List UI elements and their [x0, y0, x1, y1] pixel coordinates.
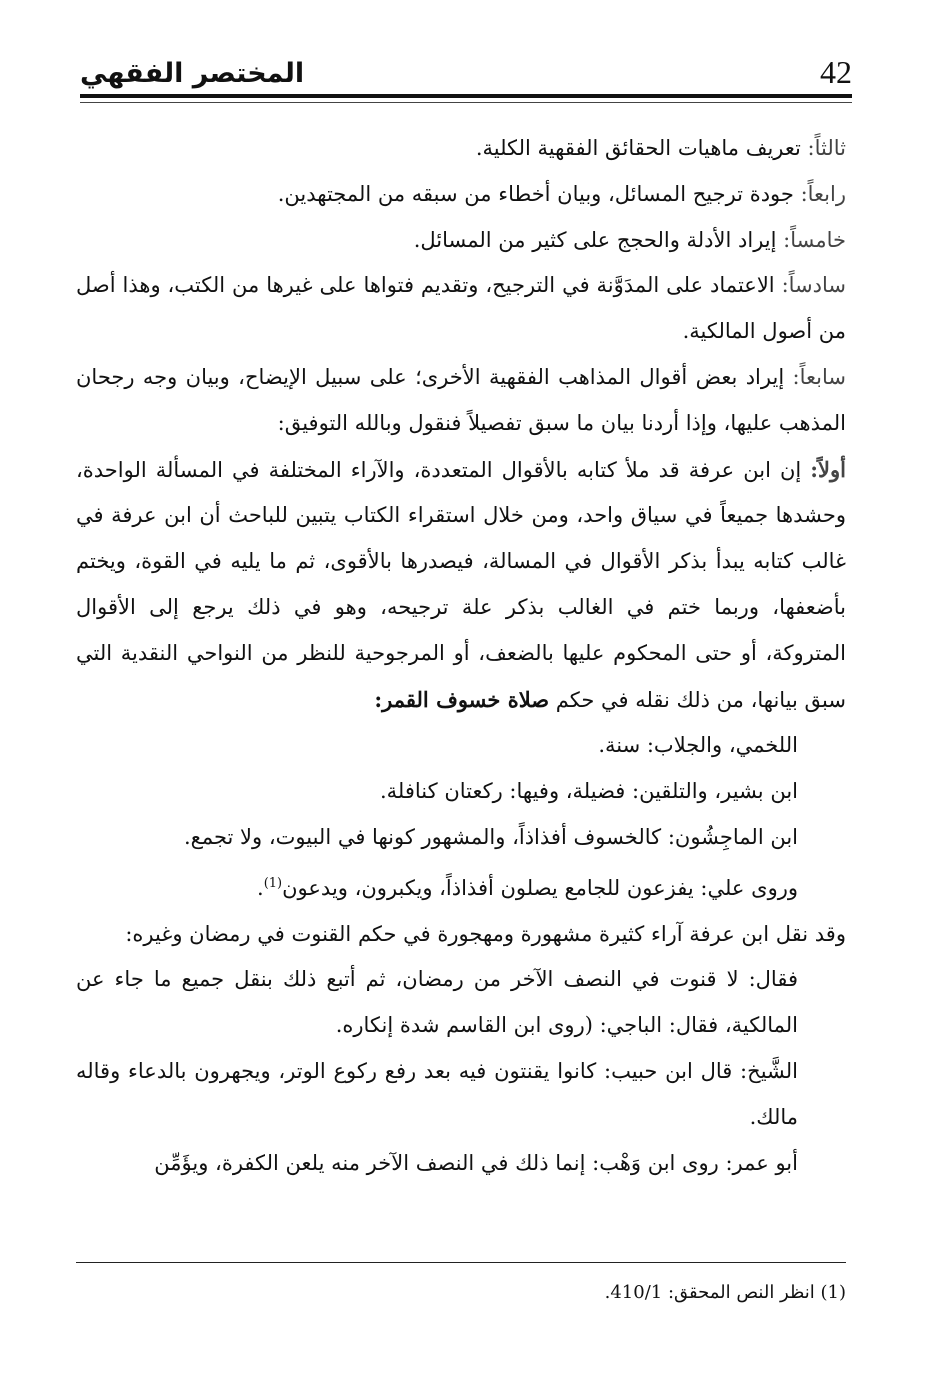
paragraph-lead: سابعاً:: [792, 364, 846, 389]
paragraph: أبو عمر: روى ابن وَهْب: إنما ذلك في النصف الآخر منه يلعن الكفرة، ويؤَمِّن: [154, 1150, 798, 1175]
running-title: المختصر الفقهي: [80, 58, 305, 89]
paragraph: [76, 355, 846, 447]
paragraph-lead: رابعاً:: [800, 181, 846, 206]
page-header: [80, 48, 852, 96]
body-text: [76, 126, 846, 1186]
paragraph-text: الاعتماد على المدَوَّنة في الترجيح، وتقديم فتواها على غيرها من الكتب، وهذا أصل من أصول المالكية.: [76, 273, 846, 344]
paragraph-text: إيراد الأدلة والحجج على كثير من المسائل.: [413, 227, 784, 252]
paragraph-text: تعريف ماهيات الحقائق الفقهية الكلية.: [475, 136, 808, 160]
quote-text: وروى علي: يفزعون للجامع يصلون أفذاذاً، ويكبرون، ويدعون: [282, 875, 798, 900]
footnote-rule: [76, 1262, 846, 1263]
footnote: (1) انظر النص المحقق: 410/1.: [604, 1282, 846, 1303]
paragraph: الشَّيخ: قال ابن حبيب: كانوا يقنتون فيه بعد رفع ركوع الوتر، ويجهرون بالدعاء وقاله مالك.: [76, 1058, 798, 1129]
paragraph: [76, 172, 846, 218]
footnote-ref: (1): [263, 875, 283, 891]
page-number: 42: [820, 54, 852, 90]
paragraph-lead: أولاً:: [810, 456, 846, 482]
quote-line: وروى علي: يفزعون للجامع يصلون أفذاذاً، ويكبرون، ويدعون$^{(1)}$.: [257, 875, 798, 900]
paragraph: [76, 263, 846, 355]
paragraph-text: إن ابن عرفة قد ملأ كتابه بالأقوال المتعددة، والآراء المختلفة في المسألة الواحدة، وحشدها جميعاً في سياق واحد، ومن خلال استقراء الكتاب يتبين للباحث أن ابن عرفة في غالب كتابه يبدأ بذكر الأقوال في المسالة، فيصدرها بالأقوى، ثم ما يليه في القوة، ويختم بأضعفها، وربما ختم في الغالب بذكر علة ترجيحه، وهو في ذلك يرجع إلى الأقوال المتروكة، أو حتى المحكوم عليها بالضعف، أو المرجوحية للنظر من النواحي النقدية التي سبق بيانها، من ذلك نقله في حكم: [76, 457, 846, 712]
paragraph-lead: سادساً:: [781, 273, 846, 298]
paragraph-lead: خامساً:: [783, 227, 846, 252]
paragraph: [76, 218, 846, 264]
quote-line: اللخمي، والجلاب: سنة.: [598, 733, 798, 758]
paragraph-text: جودة ترجيح المسائل، وبيان أخطاء من سبقه من المجتهدين.: [277, 181, 801, 206]
paragraph-lead: ثالثاً:: [807, 136, 846, 160]
paragraph: وقد نقل ابن عرفة آراء كثيرة مشهورة ومهجورة في حكم القنوت في رمضان وغيره:: [125, 921, 846, 946]
header-rule: [80, 94, 852, 98]
paragraph-text: إيراد بعض أقوال المذاهب الفقهية الأخرى؛ على سبيل الإيضاح، وبيان وجه رجحان المذهب عليها، وإذا أردنا بيان ما سبق تفصيلاً فنقول وبالله التوفيق:: [76, 364, 846, 435]
quote-line: ابن بشير، والتلقين: فضيلة، وفيها: ركعتان كنافلة.: [379, 779, 798, 804]
quote-line: ابن الماجِشُون: كالخسوف أفذاذاً، والمشهور كونها في البيوت، ولا تجمع.: [183, 824, 798, 849]
paragraph: [76, 126, 846, 172]
header-rule-thin: [80, 102, 852, 103]
paragraph-bold: صلاة خسوف القمر:: [374, 686, 550, 712]
paragraph: [76, 447, 846, 724]
paragraph: فقال: لا قنوت في النصف الآخر من رمضان، ثم أتبع ذلك بنقل جميع ما جاء عن المالكية، فقال: الباجي: (روى ابن القاسم شدة إنكاره.: [76, 967, 798, 1038]
